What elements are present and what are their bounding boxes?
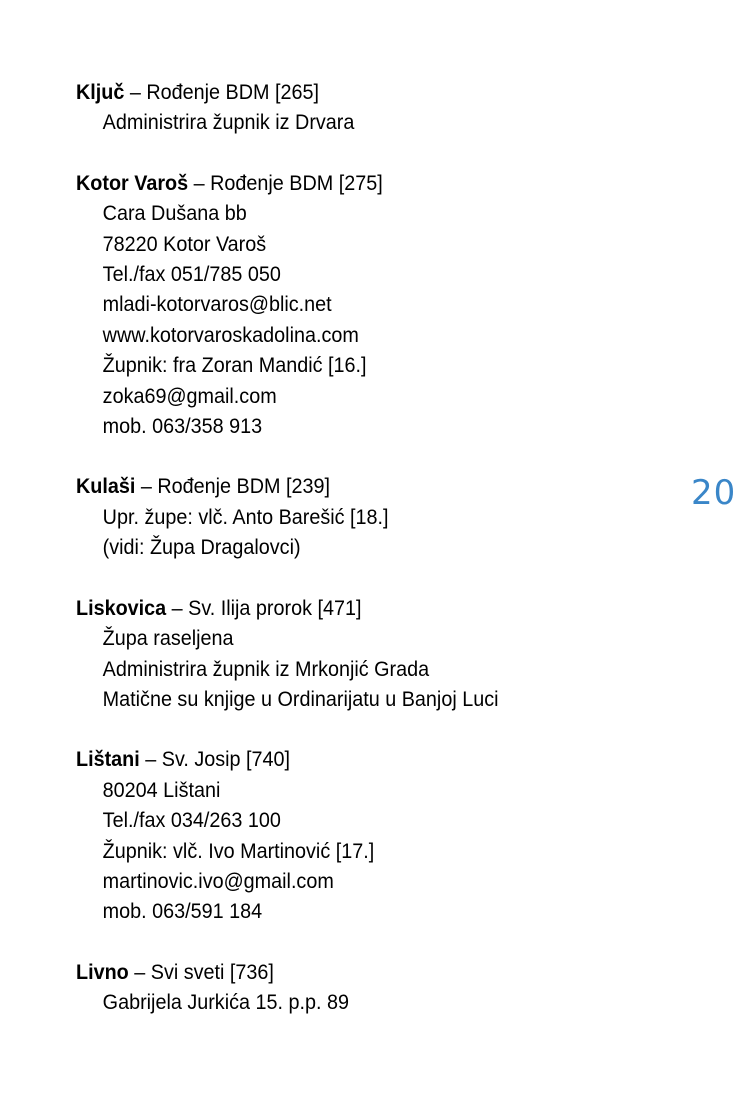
parish-entry-livno bbox=[76, 957, 676, 1018]
parish-patron: – Sv. Ilija prorok [471] bbox=[166, 595, 362, 620]
administrator-line: Administrira župnik iz Mrkonjić Grada bbox=[102, 656, 430, 681]
pastor-email-line: zoka69@gmail.com bbox=[102, 383, 277, 408]
parish-name: Lištani bbox=[76, 747, 140, 772]
mobile-line: mob. 063/591 184 bbox=[102, 899, 263, 924]
entry-heading bbox=[76, 77, 628, 107]
page-number: 20 bbox=[691, 473, 737, 513]
reference-line: (vidi: Župa Dragalovci) bbox=[102, 535, 301, 560]
parish-name: Liskovica bbox=[76, 595, 167, 620]
parish-name: Livno bbox=[76, 959, 129, 984]
parish-entry-listani bbox=[76, 744, 676, 926]
entry-heading bbox=[76, 593, 628, 623]
parish-name: Kulaši bbox=[76, 474, 136, 499]
phone-line: Tel./fax 034/263 100 bbox=[102, 808, 281, 833]
parish-patron: – Rođenje BDM [239] bbox=[135, 474, 330, 499]
website-line: www.kotorvaroskadolina.com bbox=[102, 322, 359, 347]
postal-line: 78220 Kotor Varoš bbox=[102, 231, 267, 256]
mobile-line: mob. 063/358 913 bbox=[102, 414, 263, 439]
parish-patron: – Rođenje BDM [275] bbox=[188, 170, 383, 195]
parish-name: Ključ bbox=[76, 80, 125, 104]
email-line: martinovic.ivo@gmail.com bbox=[102, 868, 334, 893]
phone-line: Tel./fax 051/785 050 bbox=[102, 262, 281, 287]
parish-entry-kulasi bbox=[76, 471, 676, 562]
parish-name: Kotor Varoš bbox=[76, 170, 189, 195]
pastor-line: Župnik: vlč. Ivo Martinović [17.] bbox=[102, 838, 375, 863]
address-line: Gabrijela Jurkića 15. p.p. 89 bbox=[102, 990, 349, 1015]
address-line: Cara Dušana bb bbox=[102, 201, 247, 226]
pastor-line: Župnik: fra Zoran Mandić [16.] bbox=[102, 353, 367, 378]
entry-heading bbox=[76, 471, 628, 501]
status-line: Župa raseljena bbox=[102, 626, 234, 651]
registry-line: Matične su knjige u Ordinarijatu u Banjoj Luci bbox=[102, 686, 499, 711]
entry-heading bbox=[76, 744, 628, 774]
parish-directory bbox=[76, 77, 676, 1048]
entry-heading bbox=[76, 957, 628, 987]
postal-line: 80204 Lištani bbox=[102, 777, 221, 802]
parish-patron: – Rođenje BDM [265] bbox=[124, 80, 319, 104]
entry-heading bbox=[76, 168, 628, 198]
parish-entry-liskovica bbox=[76, 593, 676, 715]
administrator-line: Upr. župe: vlč. Anto Barešić [18.] bbox=[102, 504, 389, 529]
email-line: mladi-kotorvaros@blic.net bbox=[102, 292, 332, 317]
parish-patron: – Svi sveti [736] bbox=[128, 959, 274, 984]
parish-entry-kljuc bbox=[76, 77, 676, 138]
entry-detail-line: Administrira župnik iz Drvara bbox=[102, 110, 355, 135]
parish-patron: – Sv. Josip [740] bbox=[139, 747, 291, 772]
parish-entry-kotor-varos bbox=[76, 168, 676, 442]
